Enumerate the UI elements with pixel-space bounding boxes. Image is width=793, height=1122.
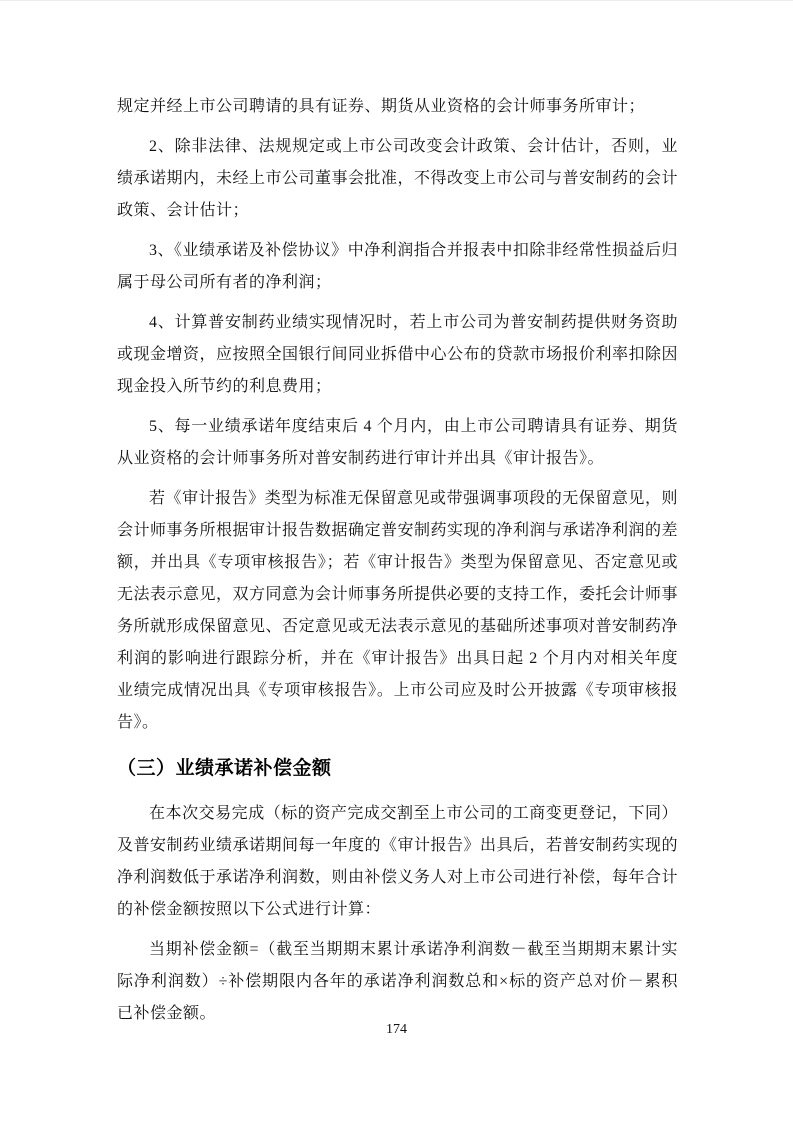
section-heading-compensation-amount: （三）业绩承诺补偿金额 xyxy=(117,758,332,779)
paragraph-compensation-intro: 在本次交易完成（标的资产完成交割至上市公司的工商变更登记，下同）及普安制药业绩承诺期间每一年度的《审计报告》出具后，若普安制药实现的净利润数低于承诺净利润数，则由补偿义务人对上市公司进行补偿，每年合计的补偿金额按照以下公式进行计算： xyxy=(117,805,679,918)
paragraph-item-3: 3、《业绩承诺及补偿协议》中净利润指合并报表中扣除非经常性损益后归属于母公司所有者的净利润； xyxy=(117,242,678,291)
paragraph-compensation-formula: 当期补偿金额=（截至当期期末累计承诺净利润数－截至当期期末累计实际净利润数）÷补偿期限内各年的承诺净利润数总和×标的资产总对价－累积已补偿金额。 xyxy=(117,941,678,1022)
document-body xyxy=(117,91,678,1038)
paragraph-item-4: 4、计算普安制药业绩实现情况时，若上市公司为普安制药提供财务资助或现金增资，应按照全国银行间同业拆借中心公布的贷款市场报价利率扣除因现金投入所节约的利息费用； xyxy=(117,314,679,395)
paragraph-item-5: 5、每一业绩承诺年度结束后 4 个月内，由上市公司聘请具有证券、期货从业资格的会计师事务所对普安制药进行审计并出具《审计报告》。 xyxy=(117,418,678,467)
paragraph-item-2: 2、除非法律、法规规定或上市公司改变会计政策、会计估计，否则，业绩承诺期内，未经上市公司董事会批准，不得改变上市公司与普安制药的会计政策、会计估计； xyxy=(117,138,679,219)
paragraph-continuation: 规定并经上市公司聘请的具有证券、期货从业资格的会计师事务所审计； xyxy=(117,98,646,115)
page-number: 174 xyxy=(386,1022,407,1037)
paragraph-audit-report-types: 若《审计报告》类型为标准无保留意见或带强调事项段的无保留意见，则会计师事务所根据审计报告数据确定普安制药实现的净利润与承诺净利润的差额，并出具《专项审核报告》；若《审计报告》类型为保留意见、否定意见或无法表示意见，双方同意为会计师事务所提供必要的支持工作，委托会计师事务所就形成保留意见、否定意见或无法表示意见的基础所述事项对普安制药净利润的影响进行跟踪分析，并在《审计报告》出具日起 2 个月内对相关年度业绩完成情况出具《专项审核报告》。上市公司应及时公开披露《专项审核报告》。 xyxy=(117,490,679,731)
